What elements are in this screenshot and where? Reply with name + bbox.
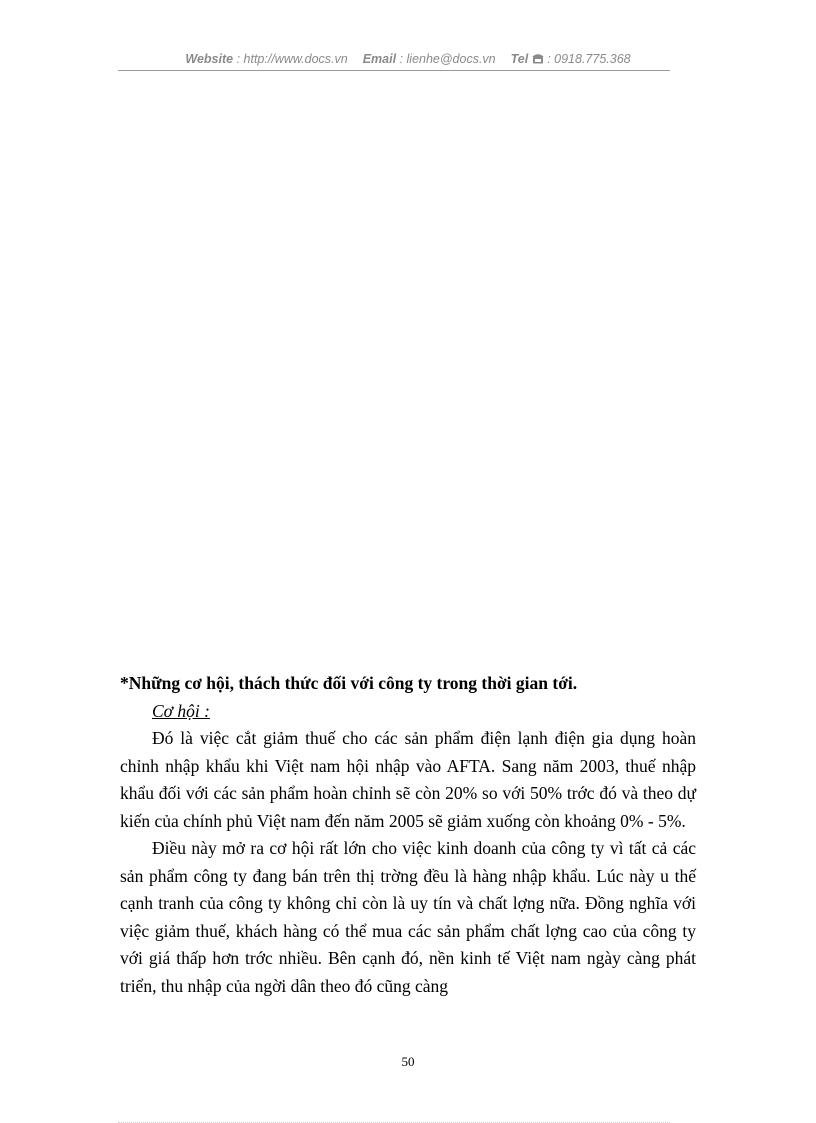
email-value: : lienhe@docs.vn <box>399 52 496 66</box>
section-heading: *Những cơ hội, thách thức đối với công ty trong thời gian tới. <box>120 673 578 693</box>
telephone-icon <box>532 53 544 64</box>
page-header <box>0 52 816 66</box>
tel-value: : 0918.775.368 <box>547 52 631 66</box>
page-number: 50 <box>401 1054 415 1069</box>
tel-label: Tel <box>510 52 529 66</box>
subsection-heading: Cơ hội : <box>152 700 210 721</box>
paragraph-2: Điều này mở ra cơ hội rất lớn cho việc kinh doanh của công ty vì tất cả các sản phẩm công ty đang bán trên thị trờng đều là hàng nhập khẩu. Lúc này u thế cạnh tranh của công ty không chỉ còn là uy tín và chất lợng nữa. Đồng nghĩa với việc giảm thuế, khách hàng có thể mua các sản phẩm chất lợng cao của công ty với giá thấp hơn trớc nhiều. Bên cạnh đó, nền kinh tế Việt nam ngày càng phát triển, thu nhập của ngời dân theo đó cũng càng <box>120 838 696 996</box>
website-value: : http://www.docs.vn <box>236 52 348 66</box>
document-body <box>120 670 696 1000</box>
website-label: Website <box>185 52 234 66</box>
email-label: Email <box>362 52 397 66</box>
header-divider <box>118 70 670 71</box>
paragraph-1: Đó là việc cắt giảm thuế cho các sản phẩm điện lạnh điện gia dụng hoàn chỉnh nhập khẩu khi Việt nam hội nhập vào AFTA. Sang năm 2003, thuế nhập khẩu đối với các sản phẩm hoàn chỉnh sẽ còn 20% so với 50% trớc đó và theo dự kiến của chính phủ Việt nam đến năm 2005 sẽ giảm xuống còn khoảng 0% - 5%. <box>120 728 696 831</box>
